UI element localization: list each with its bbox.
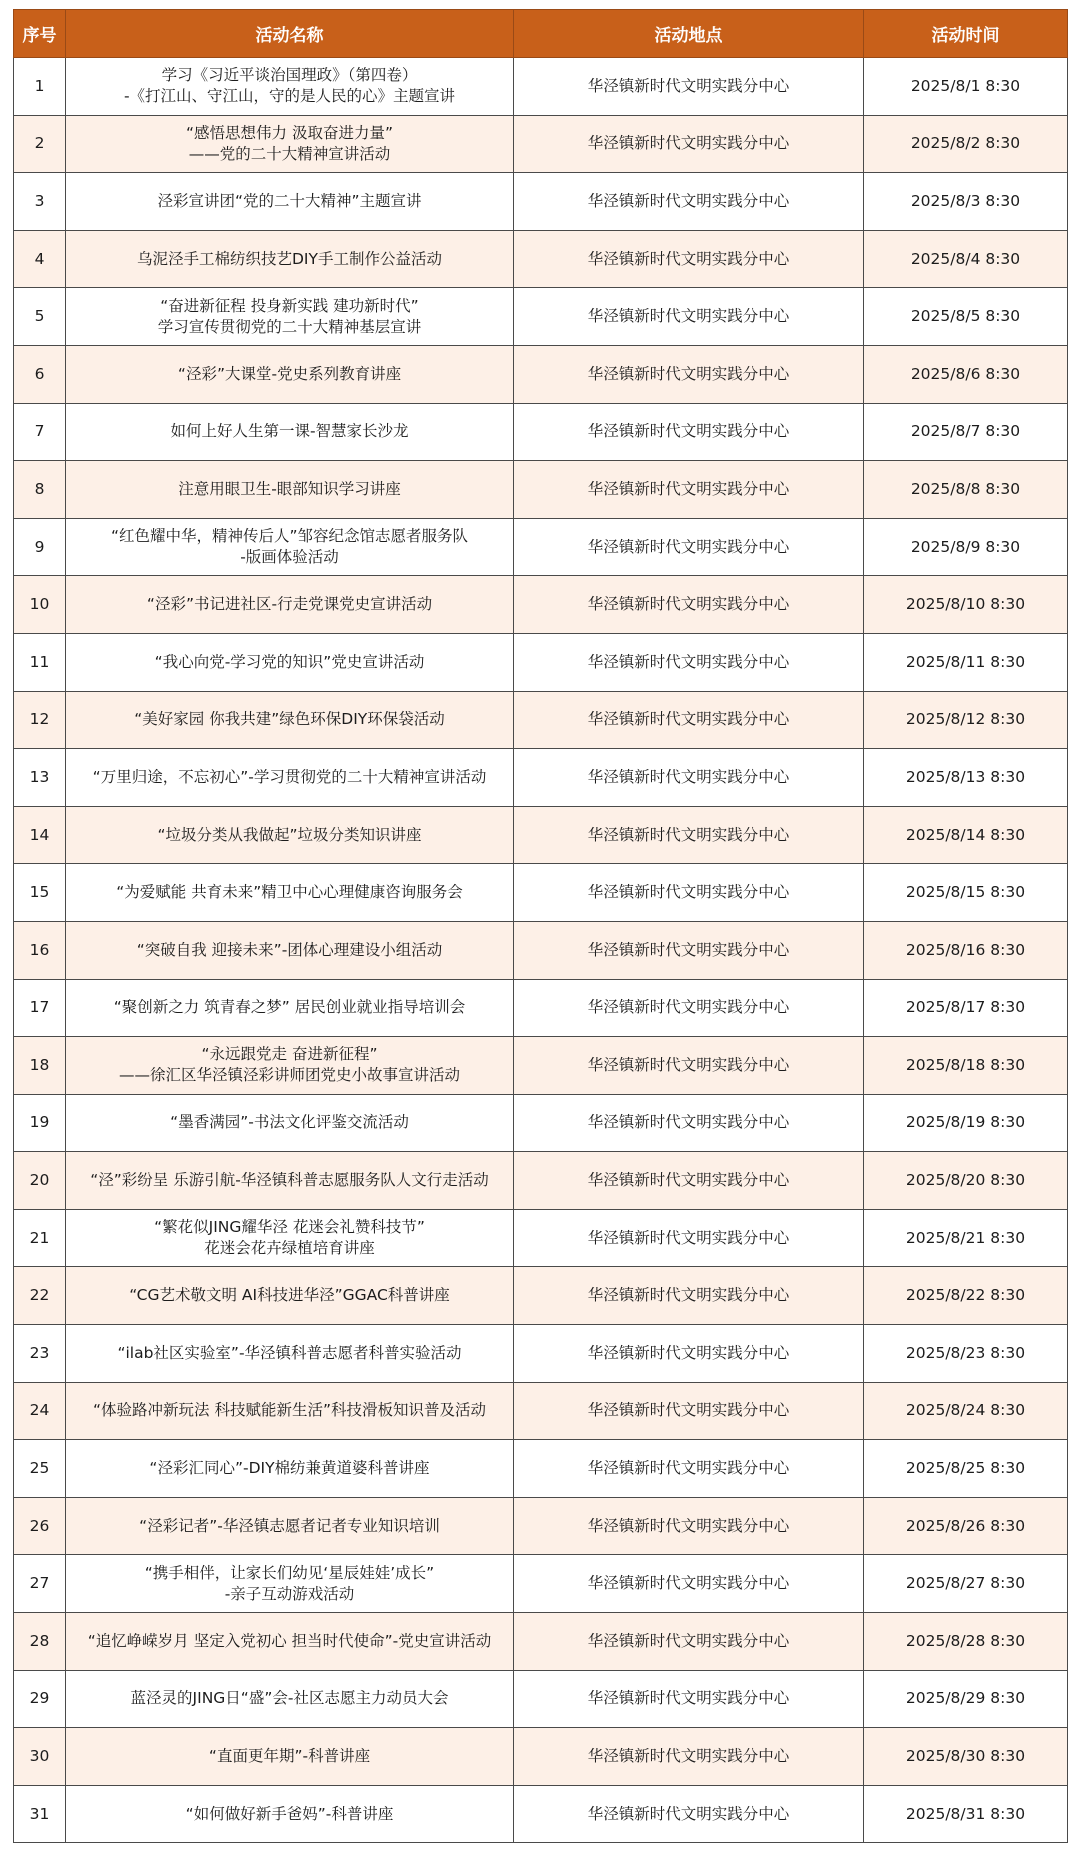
activity-location: 华泾镇新时代文明实践分中心 bbox=[514, 576, 864, 634]
table-row bbox=[14, 806, 1068, 864]
header-activity-location: 活动地点 bbox=[514, 10, 864, 58]
activity-name-cell bbox=[66, 1094, 514, 1152]
activity-name-line: 花迷会花卉绿植培育讲座 bbox=[204, 1239, 375, 1258]
row-number: 21 bbox=[14, 1209, 66, 1267]
row-number: 6 bbox=[14, 345, 66, 403]
table-row bbox=[14, 1325, 1068, 1383]
activity-schedule bbox=[13, 9, 1067, 1843]
table-row bbox=[14, 1497, 1068, 1555]
activity-name-cell bbox=[66, 1613, 514, 1671]
row-number: 12 bbox=[14, 691, 66, 749]
activity-name-line: “繁花似JING耀华泾 花迷会礼赞科技节” bbox=[154, 1218, 425, 1237]
table-row bbox=[14, 403, 1068, 461]
activity-time: 2025/8/26 8:30 bbox=[864, 1497, 1068, 1555]
activity-time: 2025/8/19 8:30 bbox=[864, 1094, 1068, 1152]
activity-name-line: 蓝泾灵的JING日“盛”会-社区志愿主力动员大会 bbox=[130, 1689, 449, 1708]
activity-location: 华泾镇新时代文明实践分中心 bbox=[514, 403, 864, 461]
activity-name-line: “追忆峥嵘岁月 坚定入党初心 担当时代使命”-党史宣讲活动 bbox=[87, 1631, 492, 1650]
table-row bbox=[14, 230, 1068, 288]
activity-location: 华泾镇新时代文明实践分中心 bbox=[514, 1209, 864, 1267]
activity-name-cell bbox=[66, 1785, 514, 1843]
activity-name-line: -《打江山、守江山，守的是人民的心》主题宣讲 bbox=[123, 87, 456, 106]
activity-name-cell bbox=[66, 1209, 514, 1267]
activity-time: 2025/8/4 8:30 bbox=[864, 230, 1068, 288]
table-row bbox=[14, 633, 1068, 691]
activity-name-line: “垃圾分类从我做起”垃圾分类知识讲座 bbox=[157, 825, 422, 844]
row-number: 15 bbox=[14, 864, 66, 922]
activity-table bbox=[13, 9, 1068, 1843]
activity-time: 2025/8/10 8:30 bbox=[864, 576, 1068, 634]
activity-name-line: “直面更年期”-科普讲座 bbox=[208, 1747, 371, 1766]
activity-name-cell bbox=[66, 115, 514, 173]
activity-location: 华泾镇新时代文明实践分中心 bbox=[514, 1325, 864, 1383]
table-header-row bbox=[14, 10, 1068, 58]
activity-time: 2025/8/18 8:30 bbox=[864, 1037, 1068, 1095]
activity-time: 2025/8/20 8:30 bbox=[864, 1152, 1068, 1210]
activity-name-line: “美好家园 你我共建”绿色环保DIY环保袋活动 bbox=[134, 710, 445, 729]
activity-name-cell bbox=[66, 1325, 514, 1383]
activity-name-cell bbox=[66, 1728, 514, 1786]
activity-location: 华泾镇新时代文明实践分中心 bbox=[514, 1440, 864, 1498]
activity-time: 2025/8/22 8:30 bbox=[864, 1267, 1068, 1325]
activity-name-line: “如何做好新手爸妈”-科普讲座 bbox=[185, 1804, 394, 1823]
activity-location: 华泾镇新时代文明实践分中心 bbox=[514, 1555, 864, 1613]
activity-location: 华泾镇新时代文明实践分中心 bbox=[514, 691, 864, 749]
table-row bbox=[14, 1670, 1068, 1728]
activity-location: 华泾镇新时代文明实践分中心 bbox=[514, 1382, 864, 1440]
table-row bbox=[14, 173, 1068, 231]
activity-name-line: “ilab社区实验室”-华泾镇科普志愿者科普实验活动 bbox=[117, 1343, 462, 1362]
row-number: 22 bbox=[14, 1267, 66, 1325]
activity-location: 华泾镇新时代文明实践分中心 bbox=[514, 1152, 864, 1210]
activity-name-line: 乌泥泾手工棉纺织技艺DIY手工制作公益活动 bbox=[137, 249, 442, 268]
activity-time: 2025/8/16 8:30 bbox=[864, 921, 1068, 979]
activity-time: 2025/8/23 8:30 bbox=[864, 1325, 1068, 1383]
table-row bbox=[14, 58, 1068, 116]
activity-name-cell bbox=[66, 806, 514, 864]
table-row bbox=[14, 1094, 1068, 1152]
activity-name-line: “感悟思想伟力 汲取奋进力量” bbox=[186, 123, 393, 142]
table-row bbox=[14, 345, 1068, 403]
activity-name-cell bbox=[66, 979, 514, 1037]
row-number: 19 bbox=[14, 1094, 66, 1152]
activity-time: 2025/8/24 8:30 bbox=[864, 1382, 1068, 1440]
activity-name-cell bbox=[66, 461, 514, 519]
row-number: 8 bbox=[14, 461, 66, 519]
activity-location: 华泾镇新时代文明实践分中心 bbox=[514, 461, 864, 519]
activity-location: 华泾镇新时代文明实践分中心 bbox=[514, 806, 864, 864]
row-number: 17 bbox=[14, 979, 66, 1037]
activity-name-line: “携手相伴，让家长们幼见‘星辰娃娃’成长” bbox=[144, 1563, 435, 1582]
row-number: 7 bbox=[14, 403, 66, 461]
activity-location: 华泾镇新时代文明实践分中心 bbox=[514, 1037, 864, 1095]
activity-name-cell bbox=[66, 1267, 514, 1325]
activity-name-line: “永远跟党走 奋进新征程” bbox=[201, 1045, 378, 1064]
activity-name-cell bbox=[66, 1555, 514, 1613]
table-row bbox=[14, 921, 1068, 979]
activity-time: 2025/8/17 8:30 bbox=[864, 979, 1068, 1037]
header-activity-time: 活动时间 bbox=[864, 10, 1068, 58]
activity-name-cell bbox=[66, 230, 514, 288]
activity-location: 华泾镇新时代文明实践分中心 bbox=[514, 633, 864, 691]
row-number: 2 bbox=[14, 115, 66, 173]
activity-name-cell bbox=[66, 345, 514, 403]
activity-name-line: “我心向党-学习党的知识”党史宣讲活动 bbox=[154, 652, 425, 671]
activity-name-line: “泾彩汇同心”-DIY棉纺兼黄道婆科普讲座 bbox=[149, 1459, 430, 1478]
header-activity-name: 活动名称 bbox=[66, 10, 514, 58]
table-row bbox=[14, 518, 1068, 576]
activity-location: 华泾镇新时代文明实践分中心 bbox=[514, 1728, 864, 1786]
activity-time: 2025/8/15 8:30 bbox=[864, 864, 1068, 922]
activity-time: 2025/8/9 8:30 bbox=[864, 518, 1068, 576]
activity-time: 2025/8/27 8:30 bbox=[864, 1555, 1068, 1613]
activity-name-cell bbox=[66, 173, 514, 231]
activity-time: 2025/8/11 8:30 bbox=[864, 633, 1068, 691]
activity-name-line: 泾彩宣讲团“党的二十大精神”主题宣讲 bbox=[157, 191, 422, 210]
row-number: 13 bbox=[14, 749, 66, 807]
row-number: 16 bbox=[14, 921, 66, 979]
row-number: 28 bbox=[14, 1613, 66, 1671]
activity-location: 华泾镇新时代文明实践分中心 bbox=[514, 230, 864, 288]
activity-location: 华泾镇新时代文明实践分中心 bbox=[514, 1613, 864, 1671]
activity-time: 2025/8/12 8:30 bbox=[864, 691, 1068, 749]
table-row bbox=[14, 1152, 1068, 1210]
activity-name-cell bbox=[66, 691, 514, 749]
activity-time: 2025/8/14 8:30 bbox=[864, 806, 1068, 864]
row-number: 10 bbox=[14, 576, 66, 634]
row-number: 23 bbox=[14, 1325, 66, 1383]
activity-name-cell bbox=[66, 288, 514, 346]
activity-location: 华泾镇新时代文明实践分中心 bbox=[514, 1670, 864, 1728]
table-row bbox=[14, 749, 1068, 807]
table-row bbox=[14, 1613, 1068, 1671]
activity-name-line: ——徐汇区华泾镇泾彩讲师团党史小故事宣讲活动 bbox=[118, 1066, 460, 1085]
activity-name-line: “万里归途，不忘初心”-学习贯彻党的二十大精神宣讲活动 bbox=[92, 767, 487, 786]
activity-name-line: 学习宣传贯彻党的二十大精神基层宣讲 bbox=[157, 317, 422, 336]
activity-name-cell bbox=[66, 576, 514, 634]
activity-time: 2025/8/21 8:30 bbox=[864, 1209, 1068, 1267]
activity-time: 2025/8/6 8:30 bbox=[864, 345, 1068, 403]
activity-name-line: “泾彩记者”-华泾镇志愿者记者专业知识培训 bbox=[139, 1516, 440, 1535]
activity-time: 2025/8/8 8:30 bbox=[864, 461, 1068, 519]
row-number: 4 bbox=[14, 230, 66, 288]
activity-name-line: “红色耀中华，精神传后人”邹容纪念馆志愿者服务队 bbox=[110, 527, 469, 546]
table-row bbox=[14, 691, 1068, 749]
activity-time: 2025/8/31 8:30 bbox=[864, 1785, 1068, 1843]
activity-name-line: “泾彩”书记进社区-行走党课党史宣讲活动 bbox=[146, 595, 433, 614]
activity-location: 华泾镇新时代文明实践分中心 bbox=[514, 115, 864, 173]
activity-name-line: -版画体验活动 bbox=[240, 548, 339, 567]
activity-location: 华泾镇新时代文明实践分中心 bbox=[514, 1094, 864, 1152]
activity-time: 2025/8/25 8:30 bbox=[864, 1440, 1068, 1498]
activity-name-line: 如何上好人生第一课-智慧家长沙龙 bbox=[170, 422, 409, 441]
activity-location: 华泾镇新时代文明实践分中心 bbox=[514, 864, 864, 922]
table-row bbox=[14, 1785, 1068, 1843]
activity-location: 华泾镇新时代文明实践分中心 bbox=[514, 1785, 864, 1843]
row-number: 18 bbox=[14, 1037, 66, 1095]
activity-location: 华泾镇新时代文明实践分中心 bbox=[514, 58, 864, 116]
activity-name-cell bbox=[66, 1497, 514, 1555]
activity-time: 2025/8/3 8:30 bbox=[864, 173, 1068, 231]
activity-location: 华泾镇新时代文明实践分中心 bbox=[514, 518, 864, 576]
table-row bbox=[14, 1728, 1068, 1786]
activity-location: 华泾镇新时代文明实践分中心 bbox=[514, 979, 864, 1037]
table-row bbox=[14, 1440, 1068, 1498]
row-number: 25 bbox=[14, 1440, 66, 1498]
activity-name-line: 注意用眼卫生-眼部知识学习讲座 bbox=[178, 479, 401, 498]
activity-time: 2025/8/29 8:30 bbox=[864, 1670, 1068, 1728]
activity-name-cell bbox=[66, 1382, 514, 1440]
activity-name-cell bbox=[66, 1152, 514, 1210]
row-number: 11 bbox=[14, 633, 66, 691]
activity-time: 2025/8/2 8:30 bbox=[864, 115, 1068, 173]
activity-name-cell bbox=[66, 749, 514, 807]
activity-time: 2025/8/5 8:30 bbox=[864, 288, 1068, 346]
activity-time: 2025/8/30 8:30 bbox=[864, 1728, 1068, 1786]
activity-location: 华泾镇新时代文明实践分中心 bbox=[514, 749, 864, 807]
activity-name-cell bbox=[66, 518, 514, 576]
row-number: 29 bbox=[14, 1670, 66, 1728]
row-number: 30 bbox=[14, 1728, 66, 1786]
row-number: 14 bbox=[14, 806, 66, 864]
table-row bbox=[14, 864, 1068, 922]
table-row bbox=[14, 979, 1068, 1037]
activity-name-cell bbox=[66, 58, 514, 116]
row-number: 5 bbox=[14, 288, 66, 346]
activity-name-line: “突破自我 迎接未来”-团体心理建设小组活动 bbox=[136, 940, 443, 959]
table-row bbox=[14, 1267, 1068, 1325]
activity-name-line: “为爱赋能 共育未来”精卫中心心理健康咨询服务会 bbox=[116, 883, 463, 902]
activity-name-cell bbox=[66, 403, 514, 461]
activity-name-line: “CG艺术敬文明 AI科技进华泾”GGAC科普讲座 bbox=[129, 1286, 450, 1305]
table-row bbox=[14, 461, 1068, 519]
row-number: 1 bbox=[14, 58, 66, 116]
activity-name-cell bbox=[66, 1670, 514, 1728]
activity-name-cell bbox=[66, 864, 514, 922]
table-row bbox=[14, 115, 1068, 173]
row-number: 26 bbox=[14, 1497, 66, 1555]
activity-name-line: “泾彩”大课堂-党史系列教育讲座 bbox=[177, 364, 402, 383]
row-number: 9 bbox=[14, 518, 66, 576]
activity-location: 华泾镇新时代文明实践分中心 bbox=[514, 1497, 864, 1555]
activity-location: 华泾镇新时代文明实践分中心 bbox=[514, 345, 864, 403]
activity-location: 华泾镇新时代文明实践分中心 bbox=[514, 1267, 864, 1325]
activity-name-line: “泾”彩纷呈 乐游引航-华泾镇科普志愿服务队人文行走活动 bbox=[90, 1171, 489, 1190]
table-row bbox=[14, 576, 1068, 634]
activity-location: 华泾镇新时代文明实践分中心 bbox=[514, 288, 864, 346]
row-number: 27 bbox=[14, 1555, 66, 1613]
activity-name-line: “体验路冲新玩法 科技赋能新生活”科技滑板知识普及活动 bbox=[93, 1401, 486, 1420]
table-row bbox=[14, 1382, 1068, 1440]
table-body bbox=[14, 58, 1068, 1843]
activity-time: 2025/8/7 8:30 bbox=[864, 403, 1068, 461]
row-number: 24 bbox=[14, 1382, 66, 1440]
activity-name-line: “聚创新之力 筑青春之梦” 居民创业就业指导培训会 bbox=[113, 998, 466, 1017]
table-row bbox=[14, 1555, 1068, 1613]
table-row bbox=[14, 288, 1068, 346]
activity-name-cell bbox=[66, 921, 514, 979]
row-number: 3 bbox=[14, 173, 66, 231]
table-row bbox=[14, 1037, 1068, 1095]
activity-name-cell bbox=[66, 1440, 514, 1498]
activity-time: 2025/8/1 8:30 bbox=[864, 58, 1068, 116]
row-number: 31 bbox=[14, 1785, 66, 1843]
activity-name-cell bbox=[66, 633, 514, 691]
table-row bbox=[14, 1209, 1068, 1267]
activity-time: 2025/8/13 8:30 bbox=[864, 749, 1068, 807]
activity-location: 华泾镇新时代文明实践分中心 bbox=[514, 173, 864, 231]
header-number: 序号 bbox=[14, 10, 66, 58]
activity-time: 2025/8/28 8:30 bbox=[864, 1613, 1068, 1671]
activity-location: 华泾镇新时代文明实践分中心 bbox=[514, 921, 864, 979]
activity-name-line: “墨香满园”-书法文化评鉴交流活动 bbox=[170, 1113, 409, 1132]
activity-name-line: “奋进新征程 投身新实践 建功新时代” bbox=[160, 296, 419, 315]
row-number: 20 bbox=[14, 1152, 66, 1210]
activity-name-line: 学习《习近平谈治国理政》（第四卷） bbox=[161, 66, 418, 85]
activity-name-cell bbox=[66, 1037, 514, 1095]
activity-name-line: ——党的二十大精神宣讲活动 bbox=[188, 144, 391, 163]
activity-name-line: -亲子互动游戏活动 bbox=[224, 1584, 355, 1603]
